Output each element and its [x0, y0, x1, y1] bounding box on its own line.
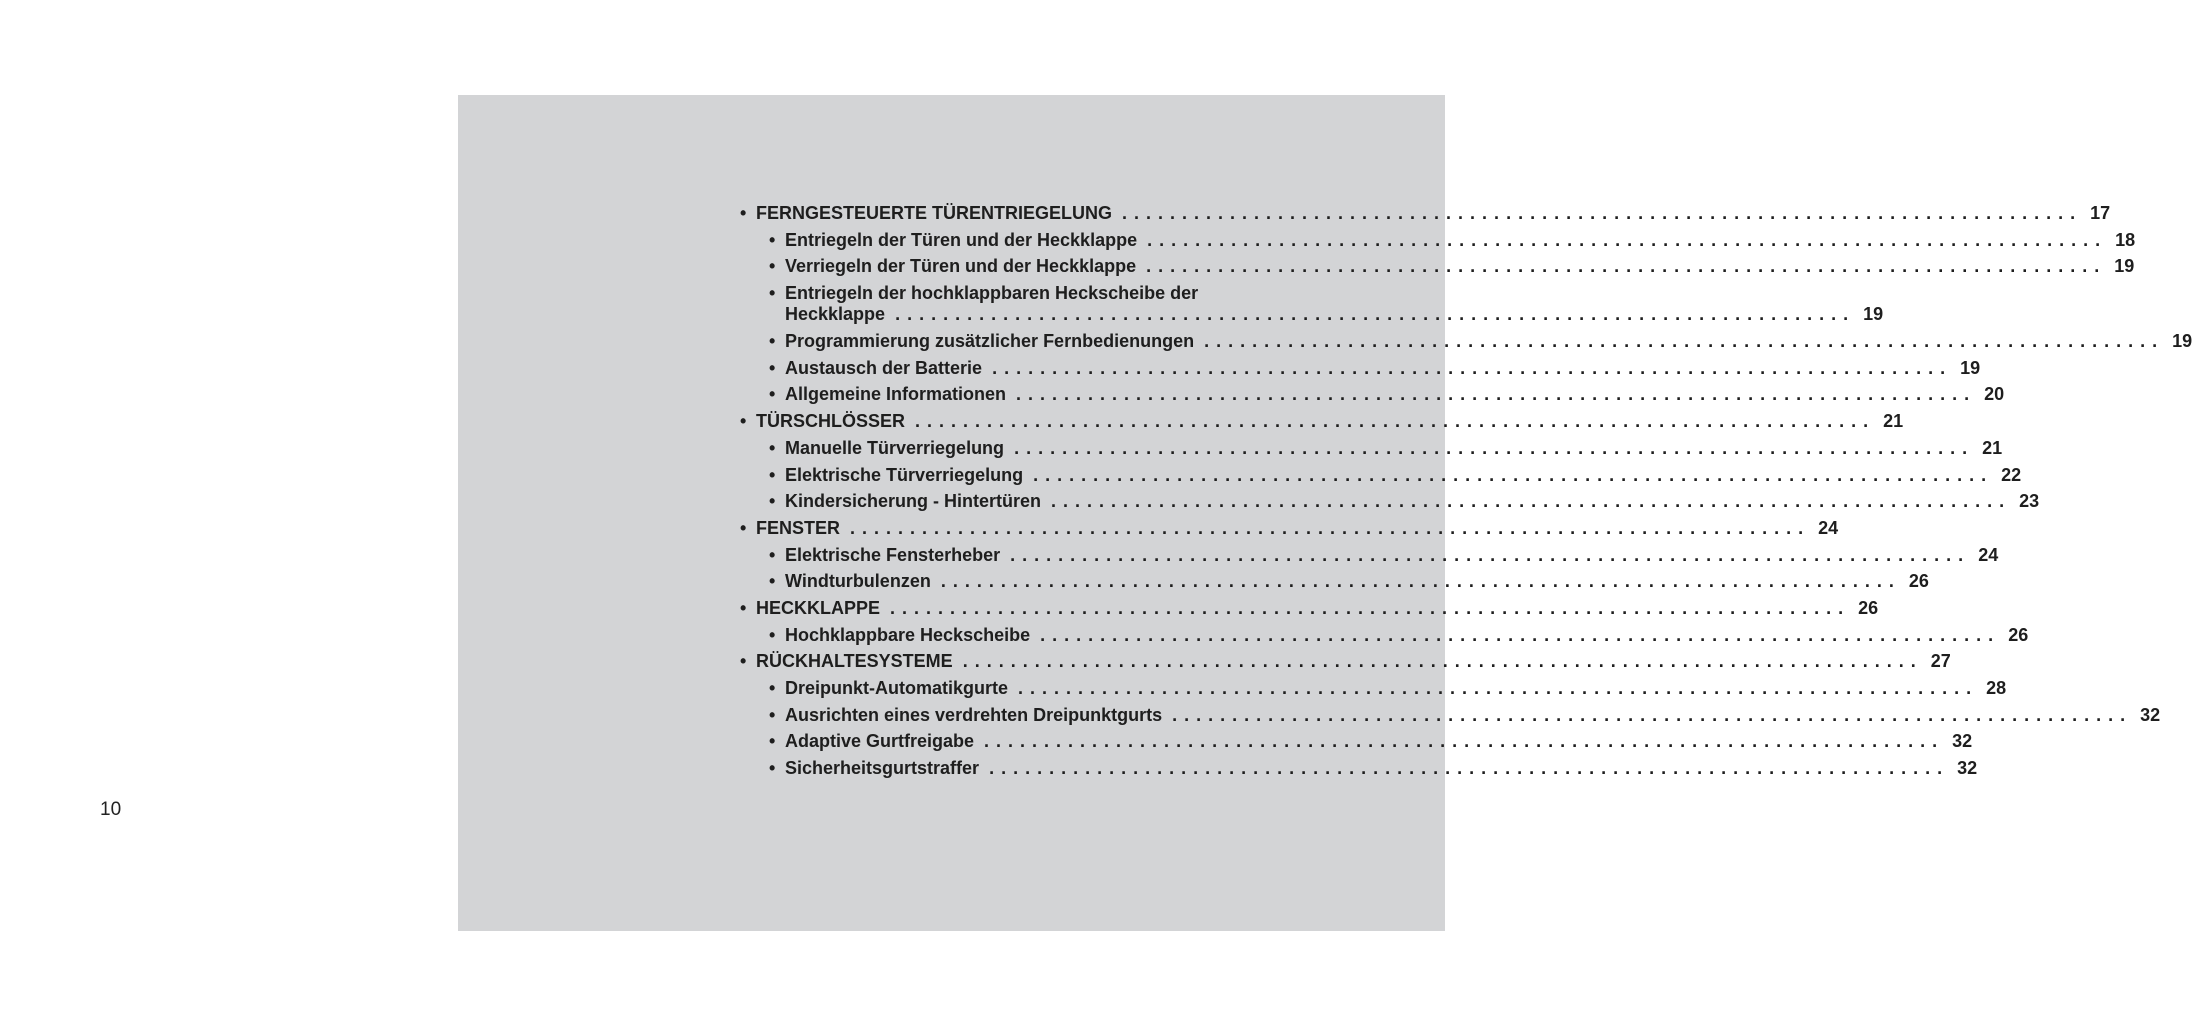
bullet-icon: • — [769, 384, 776, 405]
toc-entry-label: Allgemeine Informationen — [785, 384, 1007, 405]
toc-entry-label: Manuelle Türverriegelung — [785, 437, 1005, 458]
toc-entry[interactable] — [740, 280, 1884, 328]
dot-leader: ................................................................................ — [1122, 203, 2083, 223]
toc-entry[interactable] — [740, 755, 1978, 782]
toc-entry-page: 32 — [1957, 758, 1978, 779]
toc-entry-page: 19 — [2172, 331, 2192, 352]
dot-leader: ................................................................................ — [1051, 491, 2012, 512]
toc-entry-page: 32 — [1952, 731, 1973, 752]
toc-entry[interactable] — [740, 200, 2111, 227]
dot-leader: ................................................................................ — [1018, 678, 1979, 698]
toc-entry-label: Hochklappbare Heckscheibe — [785, 624, 1031, 645]
toc-entry-page: 26 — [2008, 624, 2029, 645]
toc-entry-label: Kindersicherung - Hintertüren — [785, 491, 1042, 512]
dot-leader: ................................................................................ — [1146, 256, 2107, 277]
toc-entry-label: Elektrische Fensterheber — [785, 544, 1001, 565]
toc-entry[interactable] — [740, 622, 2029, 649]
dot-leader: ................................................................................ — [1040, 624, 2001, 645]
table-of-contents — [740, 200, 2192, 782]
bullet-icon: • — [769, 678, 776, 698]
toc-entry-label: Verriegeln der Türen und der Heckklappe — [785, 256, 1137, 277]
toc-entry[interactable] — [740, 568, 1929, 595]
bullet-icon: • — [740, 597, 747, 618]
dot-leader: ................................................................................ — [890, 597, 1851, 618]
dot-leader: ................................................................................ — [992, 357, 1953, 378]
dot-leader: ................................................................................ — [1010, 544, 1971, 565]
bullet-icon: • — [769, 331, 776, 352]
toc-entry-page: 26 — [1858, 597, 1879, 618]
toc-entry[interactable] — [740, 381, 2005, 408]
toc-entry[interactable] — [740, 648, 1951, 675]
toc-entry-page: 26 — [1908, 571, 1929, 592]
dot-leader: ................................................................................ — [850, 517, 1811, 538]
toc-entry-page: 19 — [1960, 357, 1981, 378]
toc-entry-page: 17 — [2090, 203, 2111, 223]
dot-leader: ................................................................................ — [984, 731, 1945, 752]
toc-entry[interactable] — [740, 435, 2003, 462]
bullet-icon: • — [769, 229, 776, 250]
toc-entry-label: TÜRSCHLÖSSER — [756, 411, 906, 432]
dot-leader: ................................................................................ — [1147, 229, 2108, 250]
bullet-icon: • — [769, 704, 776, 725]
toc-entry-page: 21 — [1883, 411, 1904, 432]
toc-entry[interactable] — [740, 542, 1999, 569]
toc-entry-label: FERNGESTEUERTE TÜRENTRIEGELUNG — [756, 203, 1113, 223]
toc-entry-page: 21 — [1982, 437, 2003, 458]
toc-entry-label: Ausrichten eines verdrehten Dreipunktgurts — [785, 704, 1163, 725]
dot-leader: ................................................................................ — [1033, 464, 1994, 485]
toc-entry-page: 20 — [1984, 384, 2005, 405]
toc-entry[interactable] — [740, 355, 1981, 382]
toc-entry-page: 24 — [1978, 544, 1999, 565]
toc-entry-page: 23 — [2019, 491, 2040, 512]
toc-entry[interactable] — [740, 488, 2040, 515]
toc-entry[interactable] — [740, 328, 2192, 355]
bullet-icon: • — [769, 624, 776, 645]
toc-entry[interactable] — [740, 515, 1839, 542]
bullet-icon: • — [769, 544, 776, 565]
toc-entry-label: Dreipunkt-Automatikgurte — [785, 678, 1009, 698]
toc-entry-page: 19 — [2114, 256, 2135, 277]
bullet-icon: • — [740, 411, 747, 432]
toc-entry[interactable] — [740, 595, 1879, 622]
toc-entry-page: 27 — [1930, 651, 1951, 672]
bullet-icon: • — [740, 203, 747, 223]
bullet-icon: • — [740, 517, 747, 538]
toc-entry[interactable] — [740, 675, 2007, 702]
toc-entry-label: Sicherheitsgurtstraffer — [785, 758, 980, 779]
toc-entry-label: FENSTER — [756, 517, 841, 538]
dot-leader: ................................................................................ — [1204, 331, 2165, 352]
dot-leader: ................................................................................ — [895, 304, 1856, 325]
toc-entry-label: RÜCKHALTESYSTEME — [756, 651, 953, 672]
toc-entry-label: Elektrische Türverriegelung — [785, 464, 1024, 485]
bullet-icon: • — [769, 283, 776, 304]
dot-leader: ................................................................................ — [989, 758, 1950, 779]
toc-entry[interactable] — [740, 253, 2135, 280]
toc-entry[interactable] — [740, 408, 1904, 435]
dot-leader: ................................................................................ — [1014, 437, 1975, 458]
bullet-icon: • — [769, 571, 776, 592]
toc-entry-label: Windturbulenzen — [785, 571, 931, 592]
dot-leader: ................................................................................ — [962, 651, 1923, 672]
toc-entry-label: Adaptive Gurtfreigabe — [785, 731, 975, 752]
bullet-icon: • — [769, 758, 776, 779]
bullet-icon: • — [769, 256, 776, 277]
toc-entry[interactable] — [740, 728, 1973, 755]
toc-entry-page: 32 — [2140, 704, 2161, 725]
toc-entry-page: 28 — [1986, 678, 2007, 698]
toc-entry-label: Heckklappe — [785, 304, 886, 325]
dot-leader: ................................................................................ — [940, 571, 1901, 592]
dot-leader: ................................................................................ — [915, 411, 1876, 432]
bullet-icon: • — [740, 651, 747, 672]
dot-leader: ................................................................................ — [1172, 704, 2133, 725]
toc-entry[interactable] — [740, 702, 2161, 729]
bullet-icon: • — [769, 437, 776, 458]
bullet-icon: • — [769, 491, 776, 512]
toc-entry-label-line1: Entriegeln der hochklappbaren Heckscheibe der — [785, 283, 1199, 304]
bullet-icon: • — [769, 464, 776, 485]
toc-entry-page: 24 — [1818, 517, 1839, 538]
toc-entry-label: HECKKLAPPE — [756, 597, 881, 618]
page-number: 10 — [100, 799, 122, 820]
toc-entry-label: Entriegeln der Türen und der Heckklappe — [785, 229, 1138, 250]
toc-entry[interactable] — [740, 227, 2136, 254]
toc-entry-page: 22 — [2001, 464, 2022, 485]
toc-entry-page: 18 — [2115, 229, 2136, 250]
toc-entry-label: Programmierung zusätzlicher Fernbedienungen — [785, 331, 1195, 352]
toc-entry[interactable] — [740, 462, 2022, 489]
bullet-icon: • — [769, 731, 776, 752]
dot-leader: ................................................................................ — [1016, 384, 1977, 405]
toc-entry-page: 19 — [1863, 304, 1884, 325]
toc-entry-label: Austausch der Batterie — [785, 357, 983, 378]
bullet-icon: • — [769, 357, 776, 378]
